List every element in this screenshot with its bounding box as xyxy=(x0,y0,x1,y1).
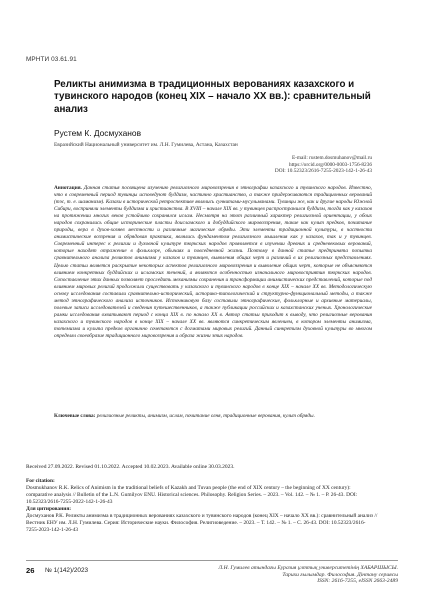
article-doi[interactable]: DOI: 10.52323/2616-7255-2023-142-1-26-43 xyxy=(274,168,372,175)
author-email[interactable]: E-mail: rustem.dosmuhanov@mail.ru xyxy=(291,155,372,161)
author-orcid-link[interactable]: https://orcid.org/0000-0003-1756-8236 xyxy=(288,161,372,168)
journal-line-1: Л.Н. Гумилев атындағы Еуразия ұлттық университетінің ХАБАРШЫСЫ. xyxy=(218,565,398,571)
page-number: 26 xyxy=(26,566,35,575)
footer-divider xyxy=(26,560,398,561)
journal-line-2: Тарихи ғылымдар. Философия. Дінтану сериясы xyxy=(282,571,398,578)
abstract-text: Данная статья посвящена изучению религиозного мировоззрения в этнографии казахского и тувинского народов. Известно, что в современный период тувинцы исповедуют буддизм, частично христианство, а также придерживаются традиционных верований (тэс, т. е. шаманизм). Казахи в исторической ретроспективе являлись суннитами-мусульманами. Тувинцы же, как и другие народы Южной Сибири, восприняли элементы буддизма и христианства. В XVIII – начале XIX вв. у тувинцев распространился буддизм, тогда как у казахов на протяжении многих веков устойчиво сохранялся ислам. Несмотря на этот различный характер религиозной ориентации, у обоих народов сохранились общие исторические пласты доисламского и добуддийского мировоззрения, такие как культ предков, почитание природы, вера в духов-хозяев местности и различные магические обряды. Эти элементы традиционной культуры, в частности анимистические воззрения и обрядовая практика, являлись фундаментом религиозного мышления как у казахов, так и у тувинцев. Современный интерес к религии и духовной культуре тюркских народов проявляется в изучении древних и средневековых верований, которые находят отражение в фольклоре, обычаях и повседневной жизни. Поэтому в данной статье предпринята попытка сравнительного анализа реликтов анимизма у казахов и тувинцев, выявления общих черт и различий в их религиозных представлениях. Целью статьи является раскрытие некоторых аспектов религиозного мировоззрения и выявление общих черт, которые не объясняются влиянием конкретных буддийских и исламских течений, а являются особенностью изначального мировосприятия тюркских народов. Сопоставление этих данных позволяет проследить механизмы сохранения и трансформации анимистических представлений, которые под влиянием мировых религий продолжали существовать у казахского и тувинского народов в конце XIX – начале XX вв. Методологическую основу исследования составили сравнительно-исторический, историко-типологический и структурно-функциональный методы, а также метод этнографического анализа источников. Источниковую базу составили этнографические, фольклорные и архивные материалы, полевые записи исследователей и сведения путешественников, а также публикации российских и казахстанских ученых. Хронологические рамки исследования охватывают период с конца XIX в. по начало XX в. Автор статьи приходит к выводу, что религиозные верования казахского и тувинского народов в конце XIX – начале XX вв. являются синкретическим явлением, в котором элементы анимизма, тотемизма и культа предков органично сочетаются с догматами мировых религий. Данный синкретизм духовной культуры во многом определял своеобразие традиционного мировоззрения и образа жизни этих народов. xyxy=(54,185,372,339)
author-contacts xyxy=(132,155,372,175)
abstract xyxy=(54,185,372,340)
journal-info xyxy=(188,565,398,585)
keywords-label: Ключевые слова: xyxy=(54,413,96,419)
citation-en-label: For citation: xyxy=(26,478,55,484)
abstract-label: Аннотация. xyxy=(54,185,82,191)
citation-en-text: Dosmukhanov R.K. Relics of Animism in the traditional beliefs of Kazakh and Tuvan people (the end of XIX century – the beginning of XX century): comparative analysis // Bulletin of the L.N. Gumilyov ENU. Historical sciences. Philosophy. Religion Series. – 2023. – Vol. 142. – № 1. – P. 26-43. DOI: 10.52323/2616-7255-2022-142-1-26-43 xyxy=(26,485,358,505)
citation-ru-label: Для цитирования: xyxy=(26,506,72,512)
article-dates: Received 27.09.2022. Revised 01.10.2022. Accepted 10.02.2023. Available online 30.03.2023. xyxy=(26,464,235,470)
journal-issn: ISSN: 2616-7255, eISSN 2663-2489 xyxy=(317,578,398,585)
keywords xyxy=(54,413,372,420)
article-title: Реликты анимизма в традиционных верованиях казахского и тувинского народов (конец XIX – начало XX вв.): сравнительный анализ xyxy=(54,79,371,115)
issue-number: № 1(142)/2023 xyxy=(45,567,89,574)
author-affiliation: Евразийский Национальный университет им. Л.Н. Гумилева, Астана, Казахстан xyxy=(54,142,238,148)
citation-ru-text: Досмуханов Р.К. Реликты анимизма в традиционных верованиях казахского и тувинского народов (конец XIX – начало XX вв.): сравнительный анализ // Вестник ЕНУ им. Л.Н. Гумилева. Серия: Исторические науки. Философия. Религиоведение. – 2023. – Т. 142. – № 1. – С. 26-43. DOI: 10.52323/2616-7255-2023-142-1-26-43 xyxy=(26,513,378,533)
keywords-text: религиозные реликты, анимизм, ислам, почитание огня, традиционные верования, культ обряды. xyxy=(96,413,315,419)
author-name: Рустем К. Досмуханов xyxy=(54,128,142,138)
udc-code: МРНТИ 03.61.91 xyxy=(26,56,77,63)
citations xyxy=(26,478,378,534)
